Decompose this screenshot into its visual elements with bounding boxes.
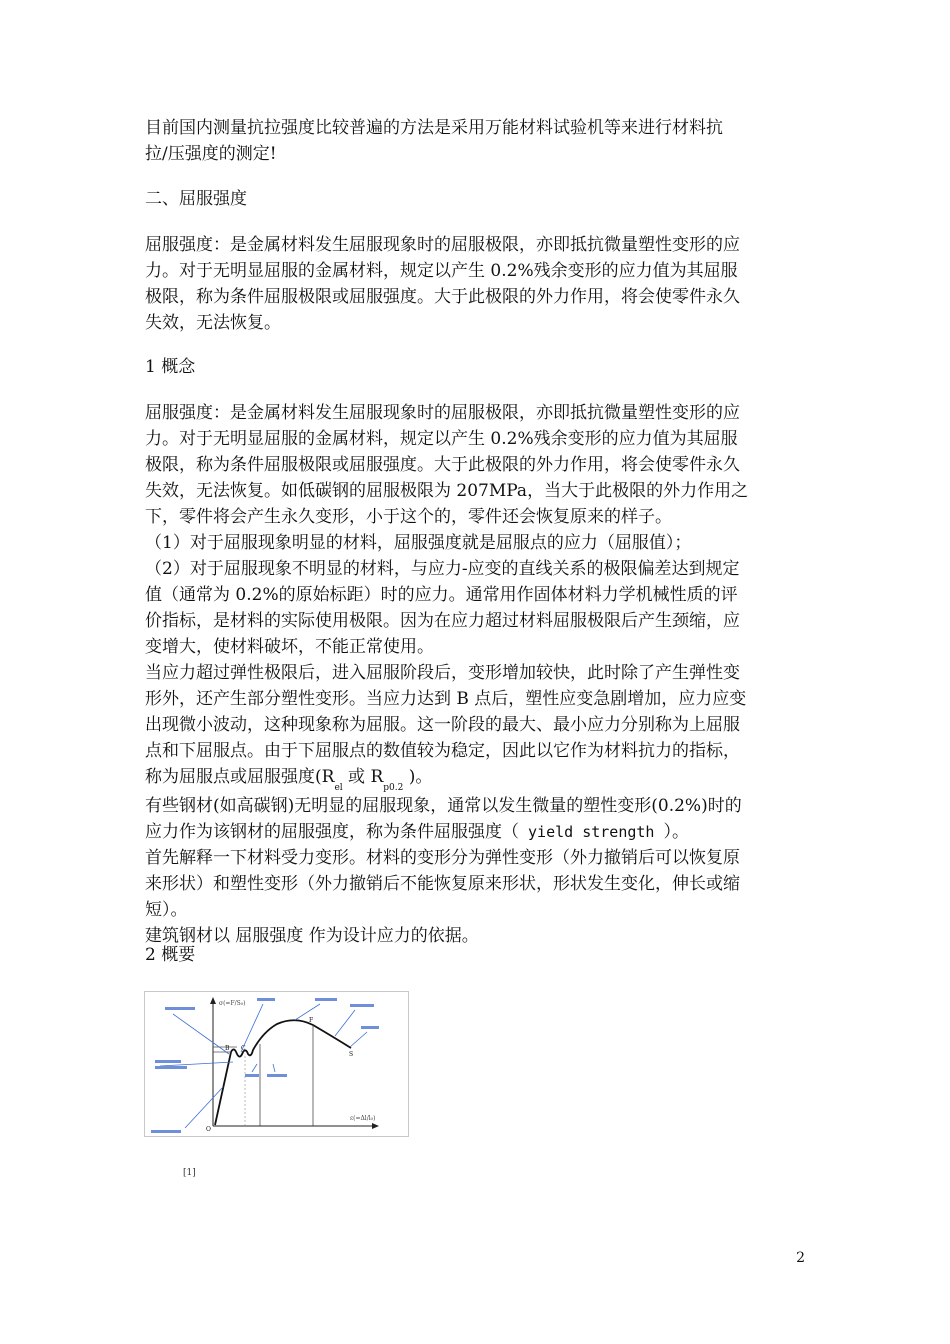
yield-symbol-line: 称为屈服点或屈服强度($R_{el}$ 或 $R_{p0.2}$ )。 — [145, 767, 433, 793]
text-line: 拉/压强度的测定! — [145, 144, 277, 164]
concept-heading: 1 概念 — [145, 357, 196, 377]
subscript-p02: p0.2 — [383, 783, 404, 793]
text-line: 失效，无法恢复。 — [145, 313, 281, 333]
text-line: 点和下屈服点。由于下屈服点的数值较为稳定，因此以它作为材料抗力的指标， — [145, 741, 740, 761]
yield-strength-term: yield strength — [519, 823, 664, 841]
text-line: （1）对于屈服现象明显的材料，屈服强度就是屈服点的应力（屈服值）； — [145, 533, 692, 553]
text-line: 极限，称为条件屈服极限或屈服强度。大于此极限的外力作用，将会使零件永久 — [145, 287, 740, 307]
page-number: 2 — [796, 1250, 805, 1266]
annotation-mark — [257, 998, 275, 1001]
point-label-f: F — [309, 1017, 314, 1024]
yield-strength-line: 应力作为该钢材的屈服强度，称为条件屈服强度（ yield strength ）。 — [145, 822, 689, 842]
text-line: 首先解释一下材料受力变形。材料的变形分为弹性变形（外力撤销后可以恢复原 — [145, 848, 740, 868]
annotation-mark — [165, 1007, 195, 1010]
text-line: 屈服强度：是金属材料发生屈服现象时的屈服极限，亦即抵抗微量塑性变形的应 — [145, 235, 740, 255]
strain-axis-symbol: ε(=Δl/l₀) — [350, 1115, 376, 1122]
annotation-mark — [361, 1026, 379, 1029]
annotation-pointer — [273, 1064, 275, 1072]
text-line: 力。对于无明显屈服的金属材料，规定以产生 0.2%残余变形的应力值为其屈服 — [145, 261, 738, 281]
stress-axis-symbol: σ(=F/S₀) — [219, 1000, 246, 1007]
text-line: 有些钢材(如高碳钢)无明显的屈服现象，通常以发生微量的塑性变形(0.2%)时的 — [145, 796, 742, 816]
annotation-mark — [151, 1130, 181, 1133]
point-label-s: S — [349, 1051, 354, 1058]
text-line: 短）。 — [145, 900, 188, 920]
overview-heading: 2 概要 — [145, 945, 196, 965]
text-line: 价指标，是材料的实际使用极限。因为在应力超过材料屈服极限后产生颈缩，应 — [145, 611, 740, 631]
annotation-text-marks — [151, 998, 379, 1133]
annotation-pointer — [350, 1032, 367, 1047]
text-line: 形外，还产生部分塑性变形。当应力达到 B 点后，塑性应变急剧增加，应力应变 — [145, 689, 747, 709]
annotation-pointer — [173, 1014, 229, 1054]
annotation-mark — [245, 1074, 259, 1077]
reference-mark: [1] — [183, 1168, 196, 1178]
stress-strain-curve — [215, 1020, 354, 1125]
annotation-mark — [155, 1066, 187, 1069]
annotation-pointer — [185, 1087, 223, 1128]
text-line: （2）对于屈服现象不明显的材料，与应力-应变的直线关系的极限偏差达到规定 — [145, 559, 740, 579]
yield-definition-paragraph — [145, 232, 815, 336]
text-line: 出现微小波动，这种现象称为屈服。这一阶段的最大、最小应力分别称为上屈服 — [145, 715, 740, 735]
point-label-o: O — [206, 1126, 211, 1133]
text-line: 建筑钢材以 屈服强度 作为设计应力的依据。 — [145, 926, 479, 946]
section-heading: 二、屈服强度 — [145, 189, 247, 209]
concept-paragraph — [145, 400, 815, 949]
annotation-pointer — [335, 1010, 355, 1036]
annotation-mark — [267, 1074, 287, 1077]
text-line: 失效，无法恢复。如低碳钢的屈服极限为 207MPa，当大于此极限的外力作用之 — [145, 481, 749, 501]
stress-strain-figure — [144, 991, 409, 1137]
text-line: 目前国内测量抗拉强度比较普遍的方法是采用万能材料试验机等来进行材料抗 — [145, 118, 723, 138]
stress-strain-diagram — [145, 992, 408, 1136]
annotation-mark — [350, 1004, 374, 1007]
annotation-mark — [155, 1060, 181, 1063]
point-label-b: B — [225, 1045, 230, 1052]
text-line: 极限，称为条件屈服极限或屈服强度。大于此极限的外力作用，将会使零件永久 — [145, 455, 740, 475]
x-axis-arrow-icon — [372, 1123, 379, 1129]
text-line: 当应力超过弹性极限后，进入屈服阶段后，变形增加较快，此时除了产生弹性变 — [145, 663, 740, 683]
intro-paragraph — [145, 115, 815, 167]
point-label-c: C — [241, 1045, 246, 1052]
annotation-pointer — [252, 1064, 257, 1072]
annotation-mark — [315, 998, 337, 1001]
text-line: 屈服强度：是金属材料发生屈服现象时的屈服极限，亦即抵抗微量塑性变形的应 — [145, 403, 740, 423]
text-line: 值（通常为 0.2%的原始标距）时的应力。通常用作固体材料力学机械性质的评 — [145, 585, 738, 605]
text-line: 下，零件将会产生永久变形，小于这个的，零件还会恢复原来的样子。 — [145, 507, 672, 527]
annotation-pointer — [295, 1004, 320, 1020]
text-line: 来形状）和塑性变形（外力撤销后不能恢复原来形状，形状发生变化，伸长或缩 — [145, 874, 740, 894]
text-line: 力。对于无明显屈服的金属材料，规定以产生 0.2%残余变形的应力值为其屈服 — [145, 429, 738, 449]
text-line: 变增大，使材料破坏，不能正常使用。 — [145, 637, 434, 657]
subscript-el: el — [334, 783, 343, 793]
y-axis-arrow-icon — [210, 997, 216, 1004]
annotation-pointers — [160, 1004, 367, 1128]
